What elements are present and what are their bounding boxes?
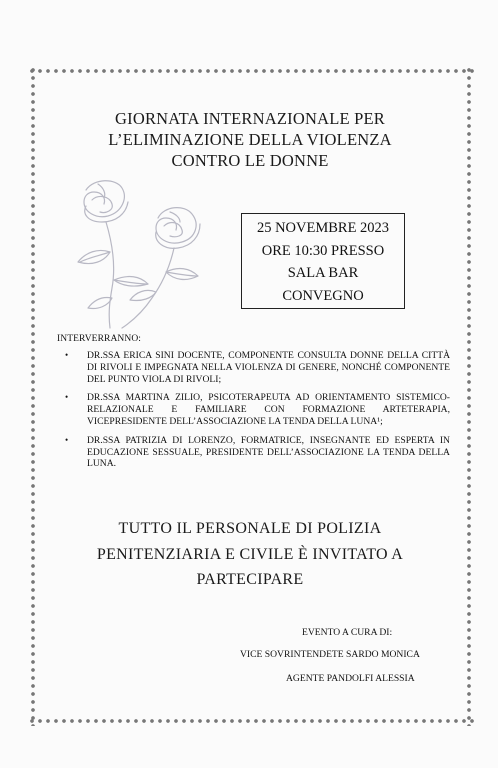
event-title	[60, 108, 440, 171]
border-bottom	[28, 716, 474, 726]
border-left	[28, 66, 38, 726]
speaker-item	[54, 435, 450, 470]
event-venue: SALA BAR	[287, 265, 359, 281]
speaker-item	[54, 350, 450, 385]
speakers-heading: INTERVERRANNO:	[57, 334, 142, 344]
speakers-list	[54, 350, 450, 477]
organizer-name: VICE SOVRINTENDETE SARDO MONICA	[240, 649, 420, 660]
speaker-text: DR.SSA PATRIZIA DI LORENZO, FORMATRICE, INSEGNANTE ED ESPERTA IN EDUCAZIONE SESSUALE, PRESIDENTE DELL’ASSOCIAZIONE LA TENDA DELLA LUNA.	[87, 434, 450, 470]
border-top	[28, 66, 474, 76]
organizer-name: AGENTE PANDOLFI ALESSIA	[286, 673, 415, 684]
invite-line: PENITENZIARIA E CIVILE È INVITATO A	[96, 545, 404, 563]
speaker-text: DR.SSA ERICA SINI DOCENTE, COMPONENTE CONSULTA DONNE DELLA CITTÀ DI RIVOLI E IMPEGNATA NELLA VIOLENZA DI GENERE, NONCHÉ COMPONENTE DEL PUNTO VIOLA DI RIVOLI;	[87, 350, 450, 385]
invite-line: PARTECIPARE	[196, 571, 304, 588]
title-line: GIORNATA INTERNAZIONALE PER	[115, 109, 385, 128]
event-date: 25 NOVEMBRE 2023	[256, 220, 390, 236]
title-line: CONTRO LE DONNE	[171, 151, 329, 170]
bullet-icon: •	[65, 350, 69, 360]
event-details-box	[241, 213, 405, 309]
bullet-icon: •	[65, 392, 69, 403]
event-time-place: ORE 10:30 PRESSO	[261, 242, 385, 259]
speaker-item	[54, 392, 450, 427]
rose-illustration-icon	[58, 176, 228, 336]
title-line: L’ELIMINAZIONE DELLA VIOLENZA	[108, 130, 392, 149]
bullet-icon: •	[65, 434, 69, 445]
invite-line: TUTTO IL PERSONALE DI POLIZIA	[118, 520, 382, 537]
border-right	[464, 66, 474, 726]
credits-heading: EVENTO A CURA DI:	[302, 627, 393, 638]
event-type: CONVEGNO	[282, 287, 364, 304]
invitation-text	[60, 516, 440, 593]
speaker-text: DR.SSA MARTINA ZILIO, PSICOTERAPEUTA AD ORIENTAMENTO SISTEMICO-RELAZIONALE E FAMILIARE CON FORMAZIONE ARTETERAPIA, VICEPRESIDENTE DELL’ASSOCIAZIONE LA TENDA DELLA LUNA¹;	[87, 392, 450, 427]
